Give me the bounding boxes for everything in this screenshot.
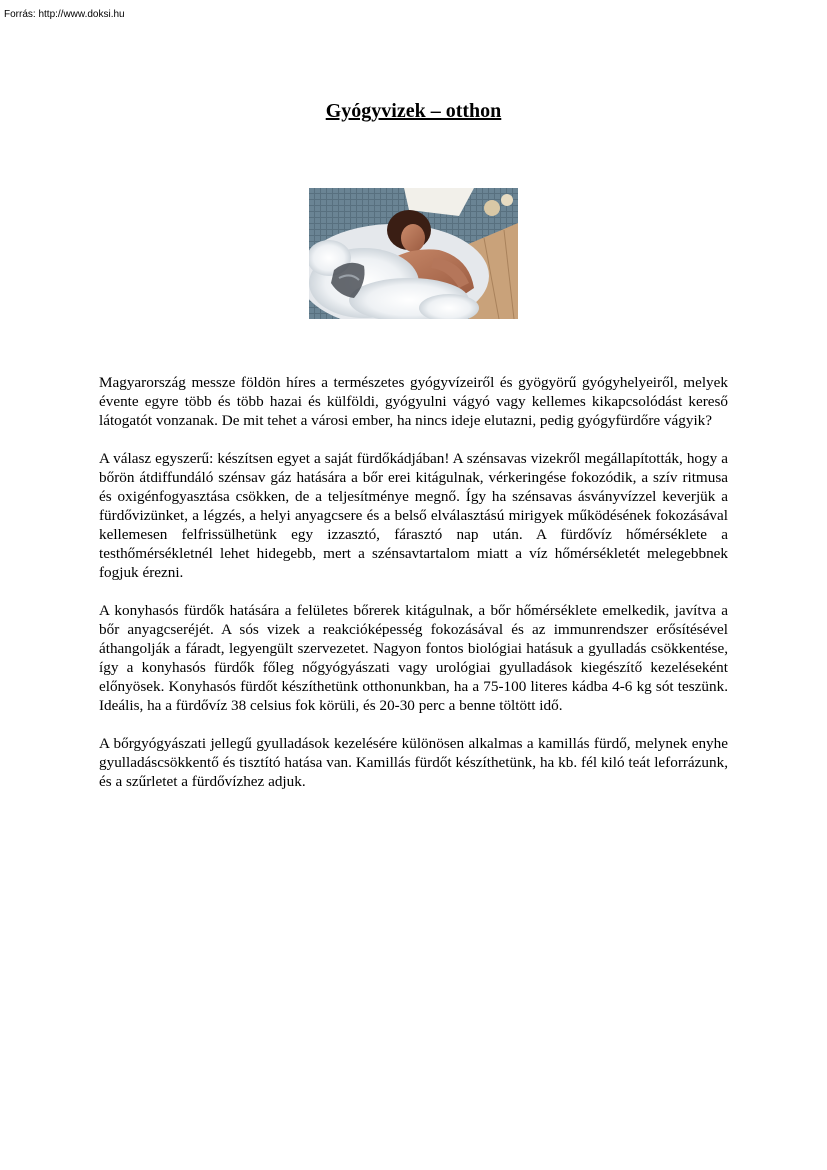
paragraph: A bőrgyógyászati jellegű gyulladások kezelésére különösen alkalmas a kamillás fürdő, melynek enyhe gyulladáscsökkentő és tisztító hatása van. Kamillás fürdőt készíthetünk, ha kb. fél kiló teát leforrázunk, és a szűrletet a fürdővízhez adjuk.	[99, 735, 728, 790]
paragraph: A konyhasós fürdők hatására a felületes bőrerek kitágulnak, a bőr hőmérséklete emelkedik, javítva a bőr anyagcseréjét. A sós vizek a reakcióképesség fokozásával és az immunrendszer erősítésével áthangolják a fáradt, legyengült szervezetet. Nagyon fontos biológiai hatásuk a gyulladás csökkentése, így a konyhasós fürdők főleg nőgyógyászati vagy urológiai gyulladások kiegészítő kezeléseként előnyösek. Konyhasós fürdőt készíthetünk otthonunkban, ha a 75-100 literes kádba 4-6 kg sót teszünk. Ideális, ha a fürdővíz 38 celsius fok körüli, és 20-30 perc a benne töltött idő.	[99, 602, 728, 714]
paragraph: Magyarország messze földön híres a természetes gyógyvízeiről és gyögyörű gyógyhelyeiről, melyek évente egyre több és több hazai és külföldi, gyógyulni vágyó vagy kellemes kikapcsolódást kereső látogatót vonzanak. De mit tehet a városi ember, ha nincs ideje elutazni, pedig gyógyfürdőre vágyik?	[99, 374, 728, 429]
article-body	[99, 373, 728, 810]
bath-photo	[309, 188, 518, 319]
paragraph: A válasz egyszerű: készítsen egyet a saját fürdőkádjában! A szénsavas vizekről megállapították, hogy a bőrön átdiffundáló szénsav gáz hatására a bőr erei kitágulnak, vérkeringése fokozódik, a szív ritmusa és oxigénfogyasztása csökken, de a teljesítménye megnő. Így ha szénsavas ásványvízzel keverjük a fürdővizünket, a légzés, a helyi anyagcsere és a belső elválasztású mirigyek működésének fokozásával kellemesen felfrissülhetünk egy izzasztó, fárasztó nap után. A fürdővíz hőmérséklete a testhőmérsékletnél lehet hidegebb, mert a szénsavtartalom miatt a víz hőmérsékletét melegebbnek fogjuk érezni.	[99, 450, 728, 581]
source-label: Forrás: http://www.doksi.hu	[4, 9, 125, 20]
page-title: Gyógyvizek – otthon	[325, 100, 502, 122]
